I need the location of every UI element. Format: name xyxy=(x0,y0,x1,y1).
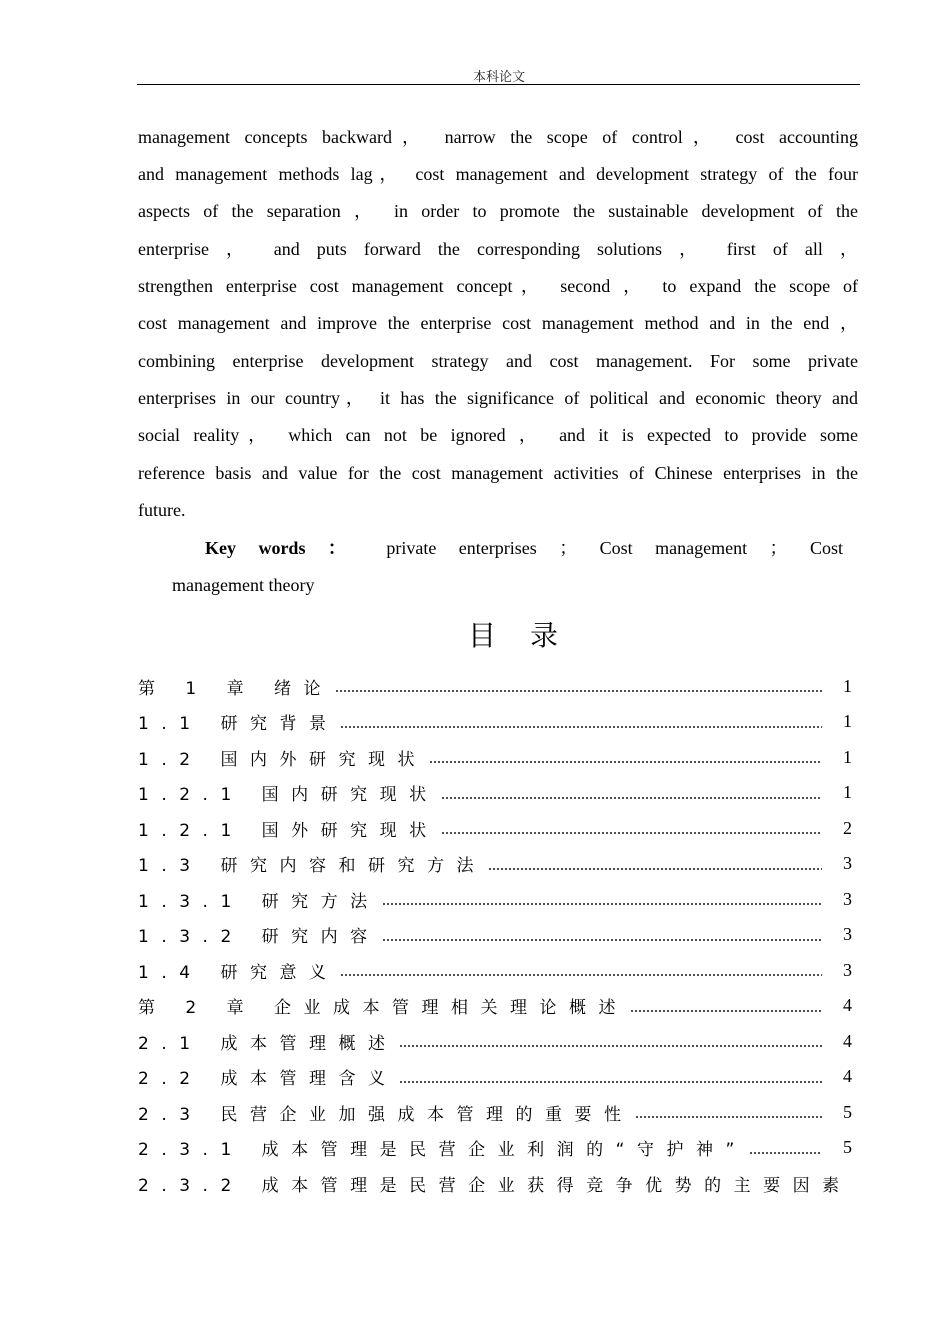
page-header: 本科论文 xyxy=(472,70,525,85)
toc-entry-page: 2 xyxy=(843,817,852,838)
toc-dot-leader xyxy=(340,726,822,728)
toc-entry-label: 1.3.1 研究方法 xyxy=(138,891,380,912)
keywords-text: private enterprises ； Cost management ； Cost xyxy=(386,538,844,558)
toc-entry[interactable] xyxy=(138,1027,852,1055)
abstract-line: management concepts backward， narrow the scope of control， cost accounting xyxy=(138,127,858,147)
toc-dot-leader xyxy=(635,1116,822,1118)
toc-dot-leader xyxy=(335,690,822,692)
abstract-line: strengthen enterprise cost management concept， second ， to expand the scope of xyxy=(138,276,858,296)
toc-entry-page: 4 xyxy=(843,1030,852,1051)
toc-entry-page: 3 xyxy=(843,853,852,873)
toc-dot-leader xyxy=(340,974,822,976)
toc-entry-page: 1 xyxy=(843,746,852,767)
toc-dot-leader xyxy=(399,1081,822,1083)
keywords-line xyxy=(205,536,843,560)
abstract-line: and management methods lag， cost management and development strategy of the four xyxy=(138,164,858,184)
abstract-line: enterprise ， and puts forward the corresponding solutions ， first of all ， xyxy=(138,239,858,259)
toc-entry-label: 1.1 研究背景 xyxy=(138,714,339,734)
toc-dot-leader xyxy=(749,1152,822,1154)
toc-dot-leader xyxy=(382,939,822,941)
toc-entry[interactable] xyxy=(138,814,852,842)
toc-entry[interactable] xyxy=(138,1134,852,1162)
toc-dot-leader xyxy=(441,797,822,799)
keywords-continuation: management theory xyxy=(172,575,315,595)
toc-entry[interactable] xyxy=(138,921,852,949)
toc-entry-label: 1.2.1 国内研究现状 xyxy=(138,785,439,805)
toc-entry-page: 1 xyxy=(843,711,852,731)
toc-entry[interactable] xyxy=(138,850,852,878)
toc-entry[interactable] xyxy=(138,779,852,807)
keywords-label: Key words ： xyxy=(205,538,364,558)
toc-entry-label: 1.4 研究意义 xyxy=(138,962,339,983)
abstract-line: aspects of the separation ， in order to promote the sustainable development of the xyxy=(138,201,858,221)
toc-entry[interactable] xyxy=(138,885,852,913)
abstract-line: social reality， which can not be ignored ， and it is expected to provide some xyxy=(138,425,858,445)
toc-entry-label: 1.3.2 研究内容 xyxy=(138,927,380,947)
toc-entry-label: 1.2 国内外研究现状 xyxy=(138,749,427,770)
toc-entry-page: 1 xyxy=(843,782,852,802)
toc-dot-leader xyxy=(488,868,822,870)
toc-entry-page: 4 xyxy=(843,1066,852,1086)
toc-entry[interactable] xyxy=(138,992,852,1020)
toc-entry[interactable] xyxy=(138,672,852,700)
toc-entry-label: 第 1 章 绪论 xyxy=(138,678,334,699)
toc-entry-label: 1.2.1 国外研究现状 xyxy=(138,820,439,841)
toc-entry-label: 2.3.1 成本管理是民营企业利润的“守护神” xyxy=(138,1140,747,1160)
toc-entry[interactable] xyxy=(138,743,852,771)
abstract-line: future. xyxy=(138,500,186,520)
toc-entry-page: 3 xyxy=(843,924,852,944)
toc-entry[interactable] xyxy=(138,708,852,736)
header-divider xyxy=(137,84,860,85)
toc-entry-label: 2.3 民营企业加强成本管理的重要性 xyxy=(138,1104,634,1125)
toc-entry-page: 3 xyxy=(843,959,852,980)
toc-dot-leader xyxy=(441,832,822,834)
toc-dot-leader xyxy=(429,761,822,763)
toc-entry[interactable] xyxy=(138,956,852,984)
toc-entry-page: 5 xyxy=(843,1137,852,1157)
toc-entry-page: 1 xyxy=(843,675,852,696)
toc-dot-leader xyxy=(382,903,822,905)
abstract-line: enterprises in our country， it has the significance of political and economic theory and xyxy=(138,388,858,408)
toc-entry-label: 1.3 研究内容和研究方法 xyxy=(138,856,486,876)
toc-entry-label: 2.3.2 成本管理是民营企业获得竞争优势的主要因素 xyxy=(138,1175,852,1196)
toc-entry[interactable] xyxy=(138,1098,852,1126)
abstract-line: reference basis and value for the cost management activities of Chinese enterprises in the xyxy=(138,463,858,483)
toc-entry-page: 4 xyxy=(843,995,852,1015)
abstract-line: cost management and improve the enterprise cost management method and in the end ， xyxy=(138,313,858,333)
toc-entry[interactable] xyxy=(138,1169,852,1197)
toc-title: 目录 xyxy=(467,619,592,652)
toc-entry-label: 2.2 成本管理含义 xyxy=(138,1069,398,1089)
abstract-line: combining enterprise development strategy and cost management. For some private xyxy=(138,351,858,371)
toc-entry-page: 5 xyxy=(843,1101,852,1122)
toc-entry-label: 第 2 章 企业成本管理相关理论概述 xyxy=(138,998,629,1018)
toc-dot-leader xyxy=(399,1045,822,1047)
toc-entry-page: 3 xyxy=(843,888,852,909)
toc-entry[interactable] xyxy=(138,1063,852,1091)
toc-entry-label: 2.1 成本管理概述 xyxy=(138,1033,398,1054)
toc-dot-leader xyxy=(630,1010,822,1012)
